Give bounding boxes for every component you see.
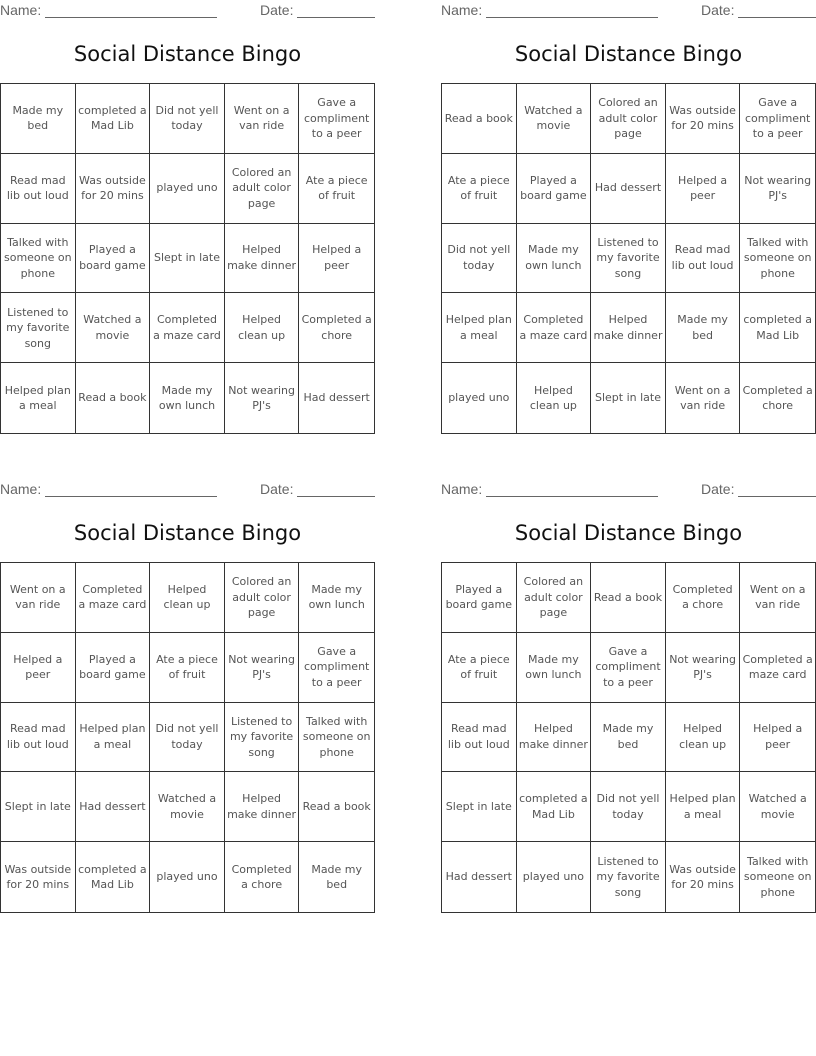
bingo-cell: Went on a van ride (740, 563, 815, 633)
bingo-cell: Read mad lib out loud (666, 224, 741, 294)
bingo-cell: Completed a maze card (76, 563, 151, 633)
bingo-cell: Completed a chore (666, 563, 741, 633)
bingo-cell: Listened to my favorite song (1, 293, 76, 363)
bingo-cell: Helped make dinner (225, 224, 300, 294)
bingo-cell: Completed a chore (742, 383, 813, 413)
bingo-cell: Colored an adult color page (591, 84, 666, 154)
name-label: Name: (441, 481, 483, 497)
bingo-cell: Slept in late (442, 772, 517, 842)
date-field (701, 481, 816, 497)
date-field (260, 2, 375, 18)
date-label: Date: (260, 2, 294, 18)
bingo-cell: Ate a piece of fruit (150, 633, 225, 703)
bingo-cell: completed a Mad Lib (517, 772, 592, 842)
card-header (0, 481, 375, 499)
bingo-cell: Made my own lunch (299, 563, 374, 633)
bingo-cell: Was outside for 20 mins (1, 842, 76, 912)
name-label: Name: (0, 481, 42, 497)
bingo-cell: Completed a maze card (150, 293, 225, 363)
bingo-cell: Read mad lib out loud (1, 703, 76, 773)
bingo-cell: Read mad lib out loud (442, 703, 517, 773)
bingo-cell: Had dessert (442, 842, 517, 912)
bingo-cell: Did not yell today (591, 772, 666, 842)
bingo-cell: Helped a peer (666, 154, 741, 224)
bingo-cell: Read a book (442, 84, 517, 154)
bingo-cell: Played a board game (517, 154, 592, 224)
bingo-cell: Watched a movie (517, 84, 592, 154)
bingo-cell: Helped plan a meal (666, 772, 741, 842)
bingo-cell: Made my bed (311, 862, 363, 892)
bingo-cell: Helped plan a meal (76, 703, 151, 773)
bingo-cell: Watched a movie (740, 772, 815, 842)
bingo-cell: Talked with someone on phone (743, 854, 812, 899)
bingo-cell: Slept in late (591, 363, 666, 433)
name-field (441, 2, 658, 18)
card-header (0, 2, 375, 20)
bingo-cell: Helped make dinner (225, 772, 300, 842)
bingo-cell: Watched a movie (76, 293, 151, 363)
bingo-cell: Had dessert (303, 391, 370, 405)
bingo-cell: Was outside for 20 mins (666, 842, 741, 912)
bingo-cell: Watched a movie (150, 772, 225, 842)
bingo-cell: completed a Mad Lib (740, 293, 815, 363)
bingo-cell: Played a board game (76, 224, 151, 294)
bingo-cell: Talked with someone on phone (299, 703, 374, 773)
bingo-cell: Played a board game (442, 563, 517, 633)
bingo-cell: Helped clean up (225, 293, 300, 363)
bingo-cell: Ate a piece of fruit (442, 633, 517, 703)
bingo-cell: Went on a van ride (225, 84, 300, 154)
card-title: Social Distance Bingo (73, 521, 302, 545)
bingo-grid (0, 83, 375, 434)
bingo-cell: Completed a maze card (740, 633, 815, 703)
bingo-cell: Slept in late (150, 224, 225, 294)
bingo-cell: Talked with someone on phone (740, 224, 815, 294)
bingo-cell: Gave a compliment to a peer (299, 84, 374, 154)
bingo-cell: Not wearing PJ's (740, 154, 815, 224)
bingo-cell: Talked with someone on phone (1, 224, 76, 294)
bingo-grid (441, 83, 816, 434)
bingo-cell: Made my own lunch (517, 633, 592, 703)
bingo-cell: Did not yell today (442, 224, 517, 294)
card-header (441, 481, 816, 499)
bingo-cell: Had dessert (591, 154, 666, 224)
bingo-cell: Had dessert (76, 772, 151, 842)
name-blank-line (45, 482, 217, 497)
bingo-cell: Gave a compliment to a peer (740, 84, 815, 154)
bingo-cell: Went on a van ride (666, 363, 741, 433)
name-blank-line (486, 3, 658, 18)
card-title: Social Distance Bingo (514, 521, 743, 545)
bingo-cell: played uno (150, 154, 225, 224)
bingo-cell: Helped clean up (150, 563, 225, 633)
date-blank-line (297, 482, 375, 497)
bingo-cell: played uno (517, 842, 592, 912)
date-blank-line (738, 482, 816, 497)
card-title: Social Distance Bingo (514, 42, 743, 66)
bingo-cell: Not wearing PJ's (225, 363, 300, 433)
bingo-cell: completed a Mad Lib (76, 84, 151, 154)
bingo-cell: Listened to my favorite song (591, 224, 666, 294)
bingo-cell: Listened to my favorite song (225, 703, 300, 773)
bingo-cell: Gave a compliment to a peer (299, 633, 374, 703)
bingo-cell: Not wearing PJ's (225, 633, 300, 703)
bingo-cell: Read a book (591, 563, 666, 633)
bingo-cell: Colored an adult color page (517, 563, 592, 633)
bingo-cell: Helped a peer (1, 633, 76, 703)
name-field (0, 481, 217, 497)
bingo-cell: Was outside for 20 mins (76, 154, 151, 224)
bingo-cell: Colored an adult color page (225, 563, 300, 633)
bingo-cell: Made my bed (1, 84, 76, 154)
bingo-cell: Helped make dinner (517, 703, 592, 773)
name-blank-line (45, 3, 217, 18)
bingo-cell: Not wearing PJ's (666, 633, 741, 703)
bingo-cell: Helped plan a meal (1, 363, 76, 433)
bingo-cell: Colored an adult color page (225, 154, 300, 224)
bingo-cell: Went on a van ride (1, 563, 76, 633)
name-blank-line (486, 482, 658, 497)
bingo-cell: Helped a peer (299, 224, 374, 294)
name-field (0, 2, 217, 18)
bingo-cell: Read a book (76, 363, 151, 433)
name-label: Name: (0, 2, 42, 18)
date-field (701, 2, 816, 18)
date-field (260, 481, 375, 497)
bingo-cell: Read mad lib out loud (1, 154, 76, 224)
bingo-cell: Completed a maze card (517, 293, 592, 363)
bingo-cell: Made my own lunch (150, 363, 225, 433)
bingo-grid (441, 562, 816, 913)
bingo-cell: Was outside for 20 mins (666, 84, 741, 154)
bingo-cell: played uno (150, 842, 225, 912)
card-title: Social Distance Bingo (73, 42, 302, 66)
date-label: Date: (701, 481, 735, 497)
bingo-cell: Read a book (299, 772, 374, 842)
bingo-cell: Completed a chore (225, 842, 300, 912)
bingo-cell: Did not yell today (150, 84, 225, 154)
bingo-cell: Gave a compliment to a peer (591, 633, 666, 703)
bingo-cell: Made my own lunch (517, 224, 592, 294)
bingo-cell: Helped make dinner (591, 293, 666, 363)
bingo-cell: Helped clean up (666, 703, 741, 773)
bingo-cell: Made my bed (666, 293, 741, 363)
bingo-cell: Completed a chore (299, 293, 374, 363)
bingo-cell: Helped a peer (740, 703, 815, 773)
bingo-cell: Helped plan a meal (442, 293, 517, 363)
bingo-cell: Ate a piece of fruit (299, 154, 374, 224)
date-blank-line (297, 3, 375, 18)
card-header (441, 2, 816, 20)
bingo-cell: Listened to my favorite song (591, 842, 666, 912)
date-label: Date: (260, 481, 294, 497)
bingo-grid (0, 562, 375, 913)
bingo-cell: Did not yell today (150, 703, 225, 773)
bingo-cell: completed a Mad Lib (76, 842, 151, 912)
date-label: Date: (701, 2, 735, 18)
bingo-cell: Helped clean up (517, 363, 592, 433)
bingo-cell: Ate a piece of fruit (442, 154, 517, 224)
name-label: Name: (441, 2, 483, 18)
bingo-cell: Played a board game (76, 633, 151, 703)
bingo-cell: played uno (442, 363, 517, 433)
name-field (441, 481, 658, 497)
date-blank-line (738, 3, 816, 18)
bingo-cell: Slept in late (1, 772, 76, 842)
bingo-cell: Made my bed (591, 703, 666, 773)
